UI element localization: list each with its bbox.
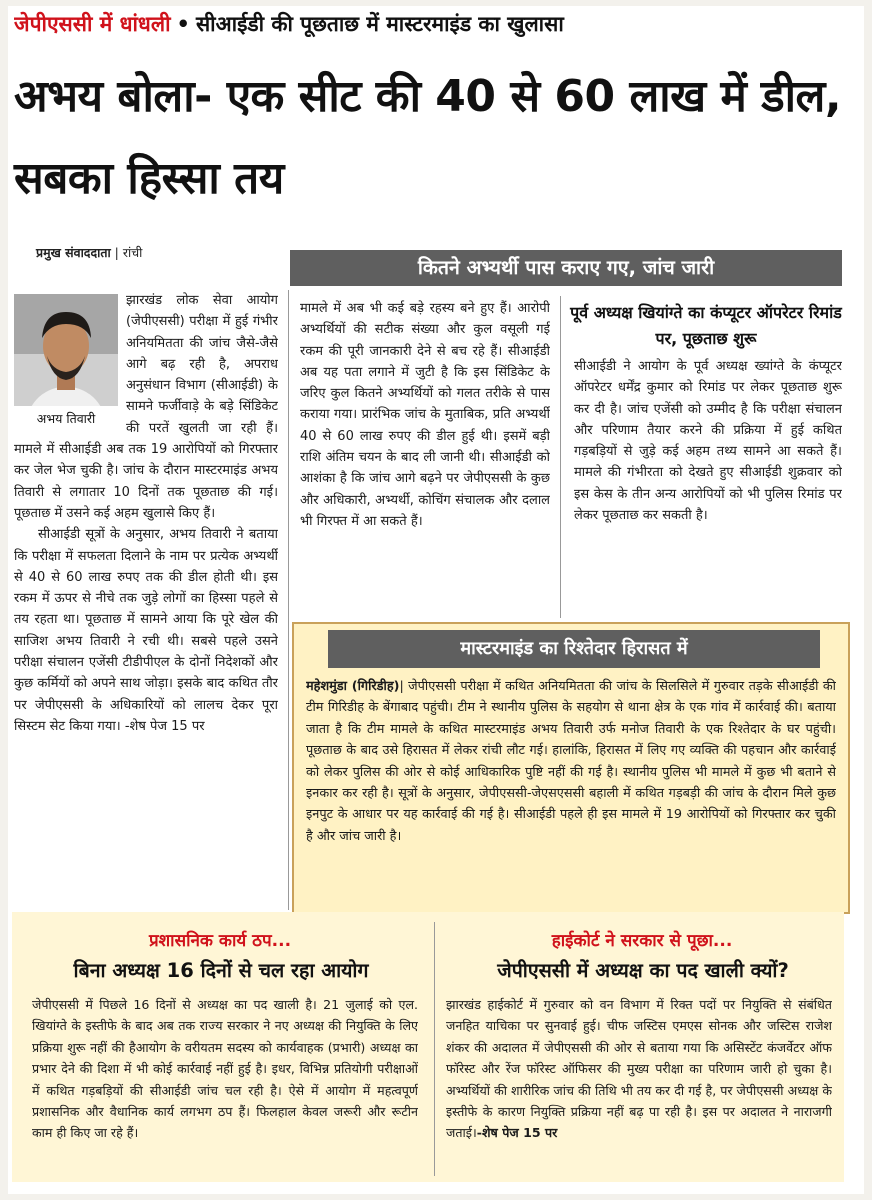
article-paragraph: झारखंड लोक सेवा आयोग (जेपीएससी) परीक्षा में हुई गंभीर अनियमितता की जांच जैसे-जैसे आगे बढ़ रही है, अपराध अनुसंधान विभाग (सीआईडी) के सामने फर्जीवाड़े के बड़े सिंडिकेट की परतें खुलती जा रही हैं। मामले में सीआईडी अब तक 19 आरोपियों को गिरफ्तार कर जेल भेज चुकी है। जांच के दौरान मास्टरमाइंड अभय तिवारी से लगातार 10 दिनों तक पूछताछ की गई। पूछताछ में उसने कई अहम खुलासे किए हैं। <box>14 293 278 521</box>
bottom-left-text: जेपीएससी में पिछले 16 दिनों से अध्यक्ष का पद खाली है। 21 जुलाई को एल. खियांग्ते के इस्तीफे के बाद अब तक राज्य सरकार ने नए अध्यक्ष की नियुक्ति के लिए प्रक्रिया शुरू नहीं की हैआयोग के वरीयतम सदस्य को कार्यवाहक (प्रभारी) अध्यक्ष का प्रभार देने की दिशा में भी कोई कार्रवाई नहीं हुई है। इधर, विभिन्न प्रतियोगी परीक्षाओं में कथित गड़बड़ियों की सीआईडी जांच चल रही है। ऐसे में आयोग में महत्वपूर्ण प्रशासनिक और वैधानिक कार्य लगभग ठप हैं। फिलहाल केवल जरूरी और रूटीन काम ही किए जा रहे हैं। <box>32 997 418 1141</box>
bottom-left-kicker: प्रशासनिक कार्य ठप... <box>148 931 292 951</box>
kicker-topic: जेपीएससी में धांधली <box>14 12 171 36</box>
article-paragraph: सीआईडी सूत्रों के अनुसार, अभय तिवारी ने बताया कि परीक्षा में सफलता दिलाने के नाम पर प्रत्येक अभ्यर्थी से 40 से 60 लाख रुपए तक की डील होती थी। इस रकम में ऊपर से नीचे तक जुड़े लोगों का हिस्सा पहले से तय रहता था। पूछताछ में सामने आया कि पूरे खेल की साजिश अभय तिवारी ने रची थी। सबसे पहले उसने परीक्षा संचालन एजेंसी टीडीपीएल के दोनों निदेशकों और कुछ कर्मियों को अपने साथ जोड़ा। इसके बाद कथित तौर पर जेपीएससी के अधिकारियों को लालच देकर पूरा सिस्टम सेट किया गया। -शेष पेज 15 पर <box>14 527 278 734</box>
byline <box>36 244 142 261</box>
bottom-left-heading: बिना अध्यक्ष 16 दिनों से चल रहा आयोग <box>73 959 369 982</box>
article-paragraph: मामले में अब भी कई बड़े रहस्य बने हुए हैं। आरोपी अभ्यर्थियों की सटीक संख्या और कुल वसूली गई रकम की पूरी जानकारी देने से बच रहे हैं। सीआईडी अब यह पता लगाने में जुटी है कि इस सिंडिकेट के जरिए कुल कितने अभ्यर्थियों को गलत तरीके से पास कराया गया। प्रारंभिक जांच के मुताबिक, प्रति अभ्यर्थी 40 से 60 लाख रुपए की डील हुई थी। इसमें बड़ी राशि अंतिम चयन के बाद ली जानी थी। सीआईडी को आशंका है कि जांच आगे बढ़ने पर जेपीएससी के कुछ और अधिकारी, अभ्यर्थी, कोचिंग संचालक और दलाल भी गिरफ्त में आ सकते हैं। <box>300 301 550 529</box>
article-column-3 <box>574 356 842 620</box>
byline-place: रांची <box>122 245 143 260</box>
article-column-2 <box>300 298 550 620</box>
side-header-bar: कितने अभ्यर्थी पास कराए गए, जांच जारी <box>290 250 842 286</box>
bottom-right-text <box>446 994 832 1178</box>
continued-note: -शेष पेज 15 पर <box>476 1125 558 1141</box>
highlight-box-text <box>306 676 836 904</box>
kicker-line <box>14 10 844 46</box>
byline-reporter: प्रमुख संवाददाता <box>36 245 111 260</box>
kicker-bullet: • <box>176 12 190 36</box>
column-divider <box>560 296 561 618</box>
column-divider <box>288 290 289 910</box>
bottom-right-kicker: हाईकोर्ट ने सरकार से पूछा... <box>551 931 733 951</box>
main-headline: अभय बोला- एक सीट की 40 से 60 लाख में डील, सबका हिस्सा तय <box>14 71 842 204</box>
dateline-separator: | <box>399 679 409 694</box>
dateline: महेशमुंडा (गिरिडीह) <box>306 679 400 694</box>
photo-abhay-tiwari <box>14 294 118 432</box>
bottom-right-heading: जेपीएससी में अध्यक्ष का पद खाली क्यों? <box>497 959 789 982</box>
kicker-subtitle: सीआईडी की पूछताछ में मास्टरमाइंड का खुलासा <box>195 12 564 36</box>
column-divider <box>434 922 435 1176</box>
article-paragraph: झारखंड हाईकोर्ट में गुरुवार को वन विभाग में रिक्त पदों पर नियुक्ति से संबंधित जनहित याचिका पर सुनवाई हुई। चीफ जस्टिस एमएस सोनक और जस्टिस राजेश शंकर की अदालत में जेपीएससी की ओर से बताया गया कि असिस्टेंट कंजर्वेटर ऑफ फॉरेस्ट और रेंज फॉरेस्ट ऑफिसर की मुख्य परीक्षा का परिणाम जारी हो चुका है। अभ्यर्थियों की शारीरिक जांच की तिथि भी तय कर दी गई है, पर जेपीएससी अध्यक्ष के इस्तीफे के कारण नियुक्ति प्रक्रिया नहीं बढ़ पा रही है। इस पर अदालत ने नाराजगी जताई। <box>446 997 832 1141</box>
highlight-box-heading: मास्टरमाइंड का रिश्तेदार हिरासत में <box>328 630 820 668</box>
article-paragraph: जेपीएससी परीक्षा में कथित अनियमितता की जांच के सिलसिले में गुरुवार तड़के सीआईडी की टीम गिरिडीह के बेंगाबाद पहुंची। टीम ने स्थानीय पुलिस के सहयोग से थाना क्षेत्र के एक गांव में कार्रवाई की। बताया जाता है कि टीम मामले के कथित मास्टरमाइंड अभय तिवारी उर्फ मनोज तिवारी के एक रिश्तेदार के घर पहुंची। पूछताछ के बाद उसे हिरासत में लेकर रांची लौट गई। हालांकि, हिरासत में लिए गए व्यक्ति की पहचान और कार्रवाई को लेकर पुलिस की ओर से कोई आधिकारिक पुष्टि नहीं की गई है। स्थानीय पुलिस भी मामले में कुछ भी बताने से इनकार कर रही है। सूत्रों के अनुसार, जेपीएससी-जेएसएससी बहाली में कथित गड़बड़ी की जांच के दौरान मिले कुछ इनपुट के आधार पर यह कार्रवाई की गई है। सीआईडी पहले ही इस मामले में 19 आरोपियों को गिरफ्तार कर चुकी है और जांच जारी है। <box>306 679 836 844</box>
column-3-heading: पूर्व अध्यक्ष खियांग्ते का कंप्यूटर ऑपरेटर रिमांड पर, पूछताछ शुरू <box>570 303 842 348</box>
photo-caption: अभय तिवारी <box>14 406 118 432</box>
article-column-1 <box>14 290 278 910</box>
article-paragraph: सीआईडी ने आयोग के पूर्व अध्यक्ष ख्यांग्ते के कंप्यूटर ऑपरेटर धर्मेंद्र कुमार को रिमांड पर लेकर पूछताछ शुरू कर दी है। जांच एजेंसी को उम्मीद है कि परीक्षा संचालन और परिणाम तैयार करने की प्रक्रिया में हुई कथित गड़बड़ियों से जुड़े कई अहम तथ्य सामने आ सकते हैं। मामले की गंभीरता को देखते हुए सीआईडी शुक्रवार को इस केस के तीन अन्य आरोपियों को भी पुलिस रिमांड पर लेकर पूछताछ कर सकती है। <box>574 359 842 524</box>
byline-separator: | <box>110 245 123 260</box>
